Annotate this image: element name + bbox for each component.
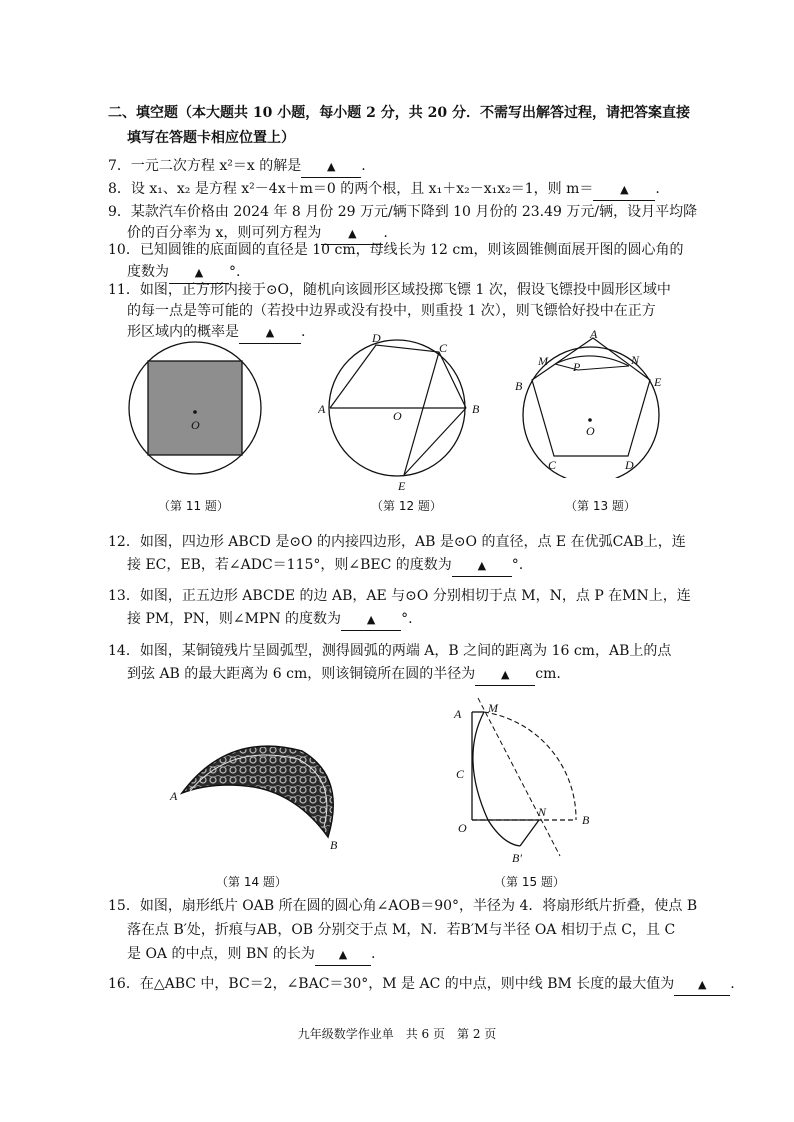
svg-text:O: O	[458, 821, 467, 835]
svg-text:B: B	[515, 379, 523, 393]
answer-blank: ▲	[593, 180, 655, 201]
page-footer: 九年级数学作业单 共 6 页 第 2 页	[297, 1027, 497, 1041]
question-12: 12．如图，四边形 ABCD 是⊙O 的内接四边形，AB 是⊙O 的直径，点 E 在优弧CAB上，连	[108, 534, 686, 550]
svg-text:B: B	[582, 813, 590, 827]
figure-11	[125, 338, 265, 478]
svg-text:C: C	[439, 341, 448, 355]
svg-text:P: P	[573, 360, 581, 374]
svg-text:A: A	[318, 402, 326, 416]
answer-blank: ▲	[674, 975, 730, 996]
answer-blank: ▲	[301, 157, 361, 178]
question-13: 13．如图，正五边形 ABCDE 的边 AB，AE 与⊙O 分别相切于点 M，N，点 P 在MN上，连	[108, 588, 691, 604]
svg-text:N: N	[631, 353, 640, 367]
caption-fig15: （第 15 题）	[494, 875, 565, 889]
question-15: 15．如图，扇形纸片 OAB 所在圆的圆心角∠AOB＝90°，半径为 4．将扇形纸片折叠，使点 B	[108, 898, 698, 914]
question-9: 9．某款汽车价格由 2024 年 8 月份 29 万元/辆下降到 10 月份的 23.49 万元/辆，设月平均降	[108, 204, 698, 220]
svg-text:M: M	[488, 701, 498, 715]
figure-14	[168, 735, 358, 850]
question-15-cont2: 是 OA 的中点，则 BN 的长为 ▲ .	[127, 944, 375, 966]
svg-text:C: C	[548, 458, 557, 472]
svg-text:E: E	[398, 479, 406, 490]
caption-fig11: （第 11 题）	[158, 499, 229, 513]
question-11: 11．如图，正方形内接于⊙O，随机向该圆形区域投掷飞镖 1 次，假设飞镖投中圆形区域中	[108, 282, 671, 298]
answer-blank: ▲	[315, 945, 371, 966]
mirror-fragment	[182, 746, 333, 837]
svg-text:O: O	[586, 424, 595, 438]
svg-text:B: B	[472, 402, 480, 416]
svg-text:D: D	[372, 331, 381, 345]
svg-text:D: D	[625, 458, 634, 472]
answer-blank: ▲	[452, 556, 512, 577]
answer-blank: ▲	[239, 323, 301, 344]
svg-text:B′: B′	[512, 851, 522, 865]
question-13-cont: 接 PM，PN，则∠MPN 的度数为 ▲ °.	[127, 609, 413, 631]
answer-blank: ▲	[475, 665, 535, 686]
question-8: 8．设 x₁、x₂ 是方程 x²－4x＋m＝0 的两个根，且 x₁＋x₂－x₁x₂＝1，则 m＝ ▲ .	[108, 179, 660, 201]
question-10: 10．已知圆锥的底面圆的直径是 10 cm，母线长为 12 cm，则该圆锥侧面展开图的圆心角的	[108, 242, 684, 258]
svg-text:O: O	[191, 418, 200, 432]
figure-15	[448, 698, 608, 868]
svg-text:N: N	[538, 805, 547, 819]
svg-text:A: A	[170, 789, 178, 803]
caption-fig14: （第 14 题）	[216, 875, 287, 889]
figure-13	[512, 328, 672, 478]
question-11-cont2: 形区域内的概率是 ▲ .	[127, 322, 305, 344]
question-7: 7．一元二次方程 x²＝x 的解是 ▲ .	[108, 156, 366, 178]
answer-blank: ▲	[169, 263, 229, 284]
svg-text:B: B	[330, 838, 338, 850]
question-14-cont: 到弦 AB 的最大距离为 6 cm，则该铜镜所在圆的半径为 ▲ cm.	[127, 664, 561, 686]
figure-12	[318, 330, 488, 490]
question-10-cont: 度数为 ▲ °.	[127, 262, 240, 284]
svg-text:C: C	[456, 767, 465, 781]
question-12-cont: 接 EC，EB，若∠ADC＝115°，则∠BEC 的度数为 ▲ °.	[127, 555, 523, 577]
svg-text:O: O	[393, 409, 402, 423]
caption-fig12: （第 12 题）	[371, 499, 442, 513]
question-9-cont: 价的百分率为 x，则可列方程为 ▲ .	[127, 223, 388, 245]
question-11-cont: 的每一点是等可能的（若投中边界或没有投中，则重投 1 次），则飞镖恰好投中在正方	[127, 303, 656, 319]
answer-blank: ▲	[341, 610, 401, 631]
svg-text:A: A	[454, 707, 462, 721]
svg-text:A: A	[590, 328, 598, 341]
answer-blank: ▲	[321, 224, 383, 245]
inscribed-square	[148, 361, 242, 455]
question-14: 14．如图，某铜镜残片呈圆弧型，测得圆弧的两端 A，B 之间的距离为 16 cm，AB上的点	[108, 643, 672, 659]
question-16: 16．在△ABC 中，BC＝2，∠BAC＝30°，M 是 AC 的中点，则中线 BM 长度的最大值为 ▲ .	[108, 974, 735, 996]
section-header: 二、填空题（本大题共 10 小题，每小题 2 分，共 20 分．不需写出解答过程，请把答案直接	[108, 105, 690, 121]
section-header-cont: 填写在答题卡相应位置上）	[127, 130, 295, 146]
caption-fig13: （第 13 题）	[565, 499, 636, 513]
svg-text:M: M	[538, 354, 548, 368]
question-15-cont: 落在点 B′处，折痕与AB，OB 分别交于点 M，N．若B′M与半径 OA 相切于点 C，且 C	[127, 922, 676, 938]
svg-text:E: E	[654, 375, 662, 389]
